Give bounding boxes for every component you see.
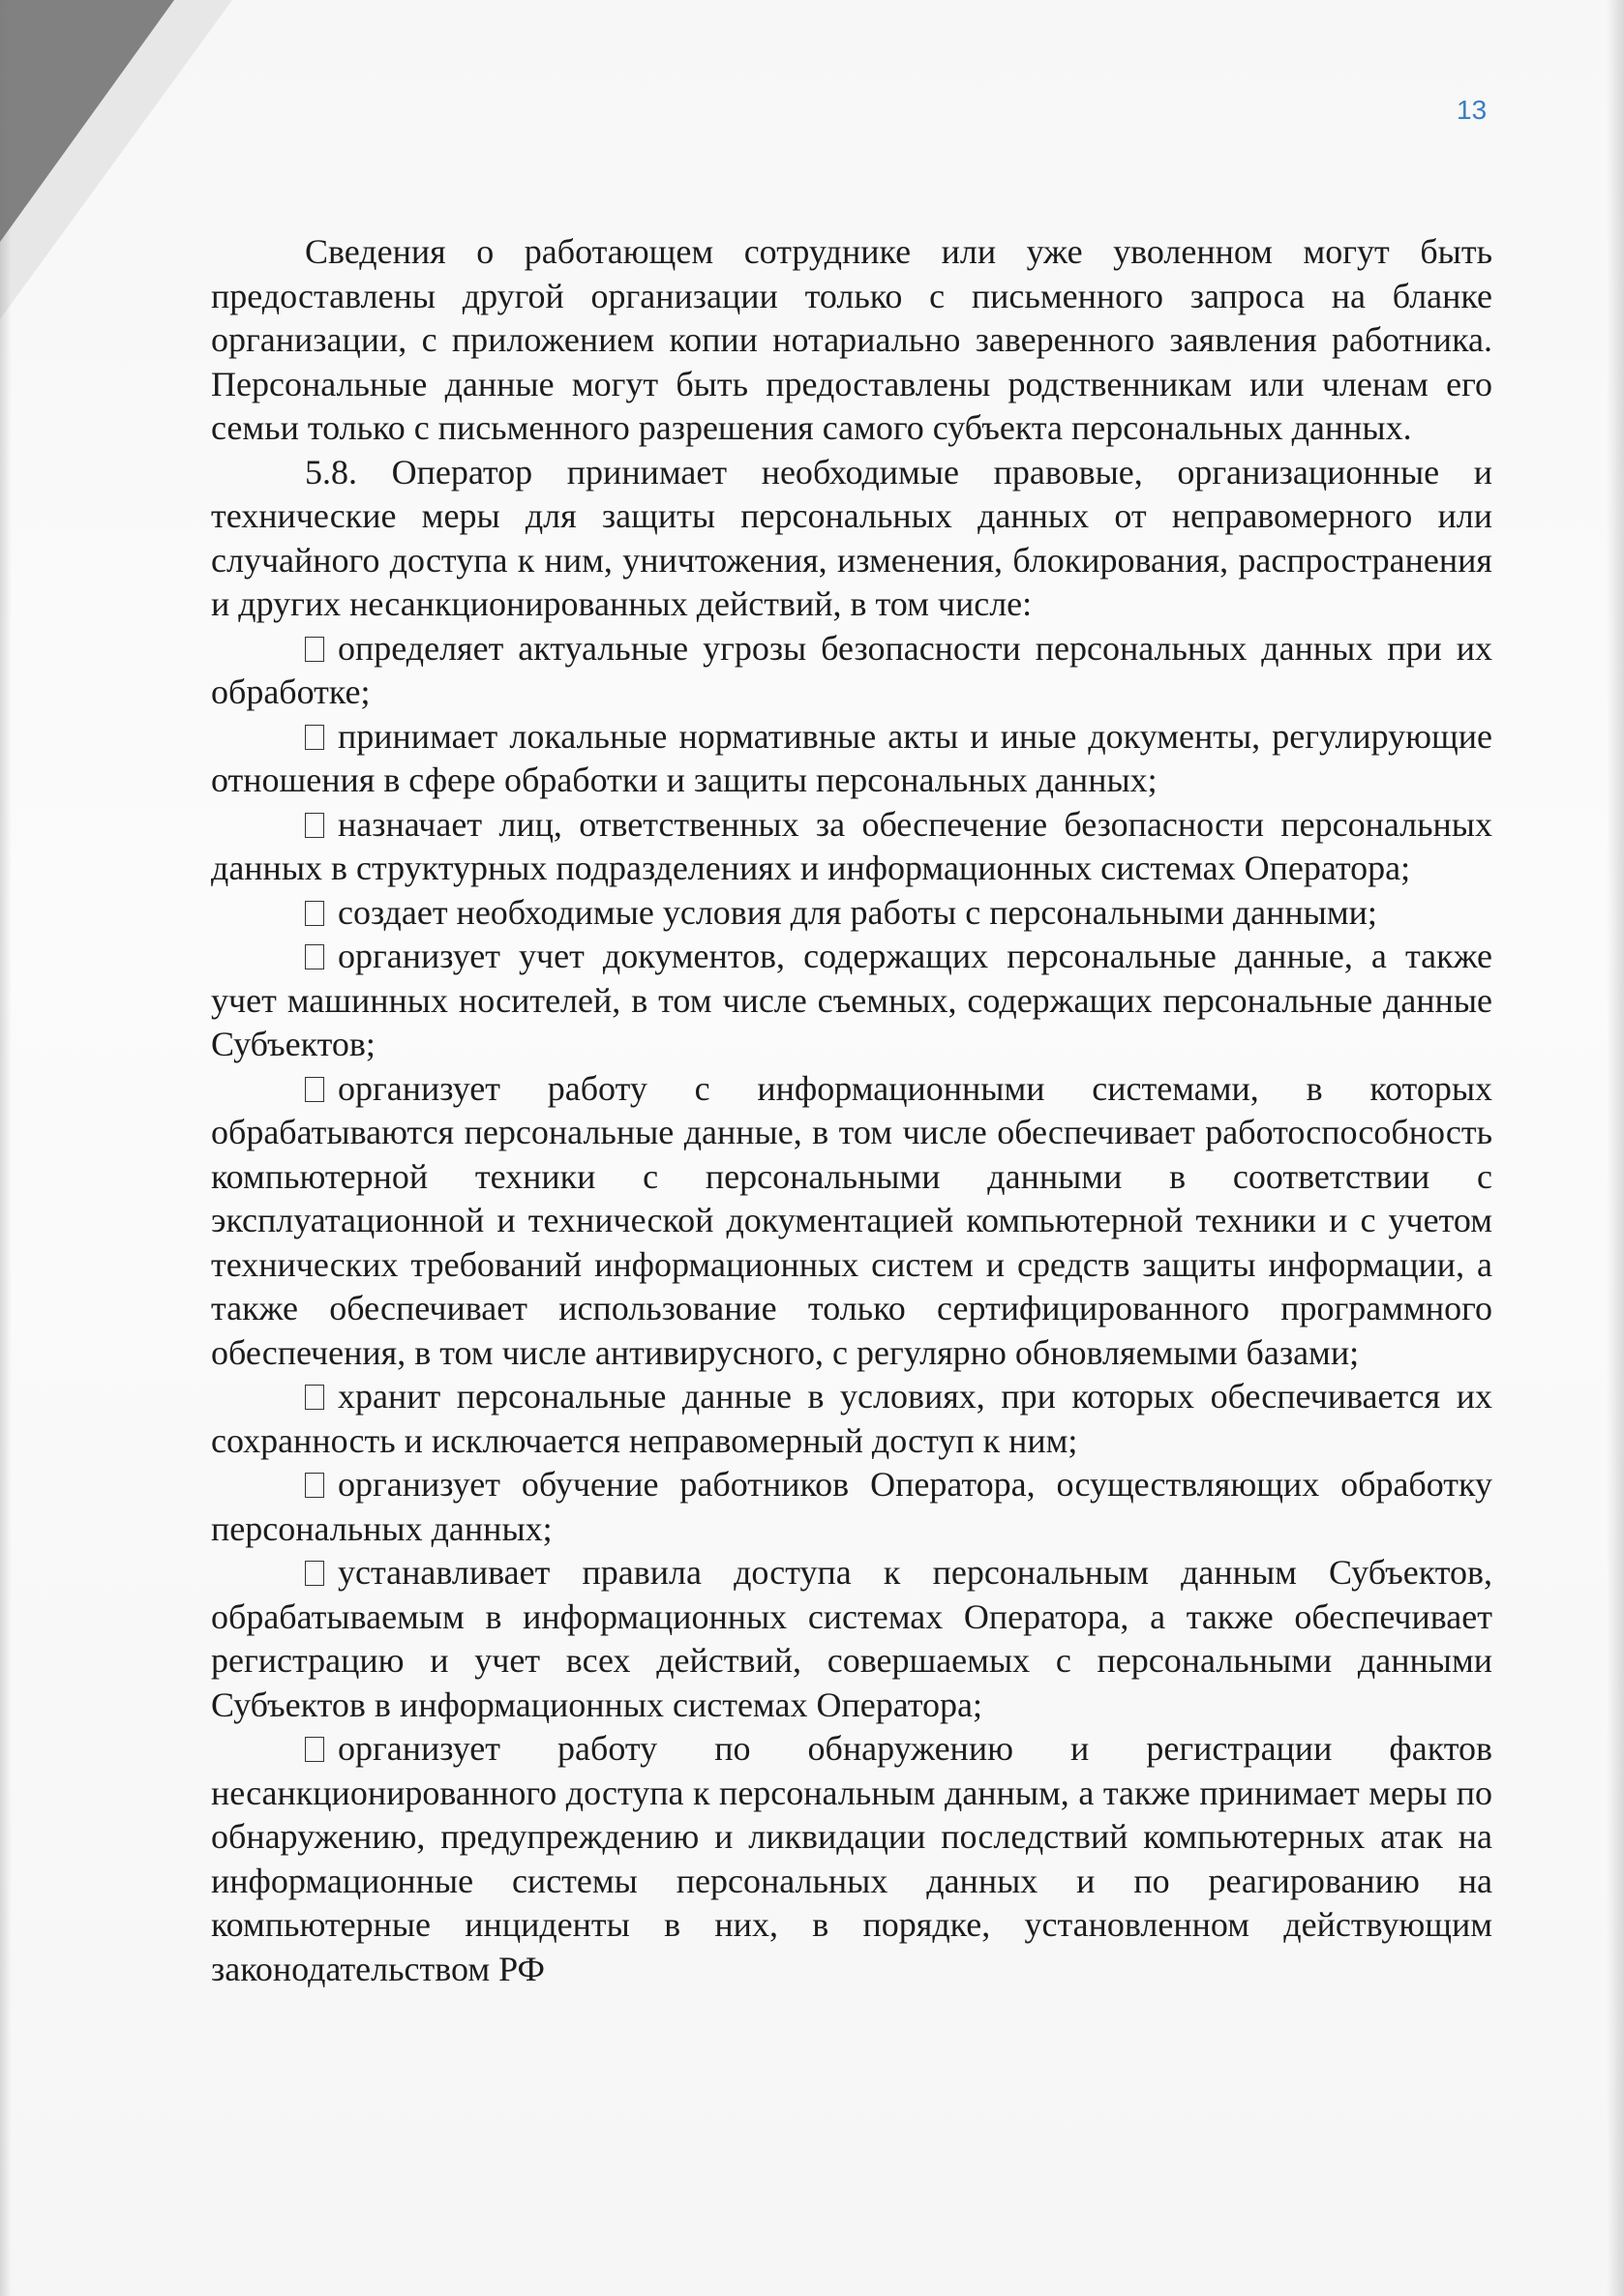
scan-corner-fold [0,0,174,242]
checkbox-bullet-icon [305,1385,324,1410]
checkbox-bullet-icon [305,1473,324,1498]
bullet-item [211,891,1492,936]
intro-paragraph: Сведения о работающем сотруднике или уже уволенном могут быть предоставлены другой организации только с письменного запроса на бланке организации, с приложением копии нотариально заверенного заявления работника. Персональные данные могут быть предоставлены родственникам или членам его семьи только с письменного разрешения самого субъекта персональных данных. [211,232,1492,447]
scan-left-edge [0,0,12,2296]
checkbox-bullet-icon [305,637,324,662]
bullet-text: организует работу по обнаружению и регистрации фактов несанкционированного доступа к персональным данным, а также принимает меры по обнаружению, предупреждению и ликвидации последствий компьютерных атак на информационные системы персональных данных и по реагированию на компьютерные инциденты в них, в порядке, установленном действующим законодательством РФ [211,1729,1492,1988]
bullet-item [211,627,1492,715]
bullet-text: хранит персональные данные в условиях, при которых обеспечивается их сохранность и исключается неправомерный доступ к ним; [211,1377,1492,1460]
bullet-item [211,935,1492,1067]
bullet-text: принимает локальные нормативные акты и иные документы, регулирующие отношения в сфере обработки и защиты персональных данных; [211,716,1492,799]
section-5-8-paragraph: 5.8. Оператор принимает необходимые правовые, организационные и технические меры для защиты персональных данных от неправомерного или случайного доступа к ним, уничтожения, изменения, блокирования, распространения и других несанкционированных действий, в том числе: [211,452,1492,623]
bullet-item [211,715,1492,803]
bullet-text: назначает лиц, ответственных за обеспечение безопасности персональных данных в структурных подразделениях и информационных системах Оператора; [211,804,1492,887]
bullet-item [211,1463,1492,1551]
bullet-item [211,1375,1492,1463]
checkbox-bullet-icon [305,1737,324,1762]
bullet-text: организует учет документов, содержащих персональные данные, а также учет машинных носителей, в том числе съемных, содержащих персональные данные Субъектов; [211,937,1492,1063]
checkbox-bullet-icon [305,813,324,838]
bullet-text: создает необходимые условия для работы с персональными данными; [338,892,1377,932]
bullet-item [211,1067,1492,1376]
bullet-item [211,803,1492,891]
checkbox-bullet-icon [305,944,324,969]
page-number: 13 [1457,95,1488,125]
bullet-text: организует работу с информационными системами, в которых обрабатываются персональные данные, в том числе обеспечивает работоспособность компьютерной техники с персональными данными в соответствии с эксплуатационной и технической документацией компьютерной техники и с учетом технических требований информационных систем и средств защиты информации, а также обеспечивает использование только сертифицированного программного обеспечения, в том числе антивирусного, с регулярно обновляемыми базами; [211,1068,1492,1372]
bullet-text: организует обучение работников Оператора, осуществляющих обработку персональных данных; [211,1465,1492,1548]
document-body [211,230,1492,1991]
bullet-item [211,1551,1492,1727]
checkbox-bullet-icon [305,1077,324,1102]
checkbox-bullet-icon [305,725,324,750]
scan-right-edge [1607,0,1624,2296]
bullet-item [211,1727,1492,1991]
bullet-text: устанавливает правила доступа к персональным данным Субъектов, обрабатываемым в информационных системах Оператора, а также обеспечивает регистрацию и учет всех действий, совершаемых с персональными данными Субъектов в информационных системах Оператора; [211,1553,1492,1724]
checkbox-bullet-icon [305,901,324,926]
bullet-text: определяет актуальные угрозы безопасности персональных данных при их обработке; [211,628,1492,711]
checkbox-bullet-icon [305,1561,324,1586]
